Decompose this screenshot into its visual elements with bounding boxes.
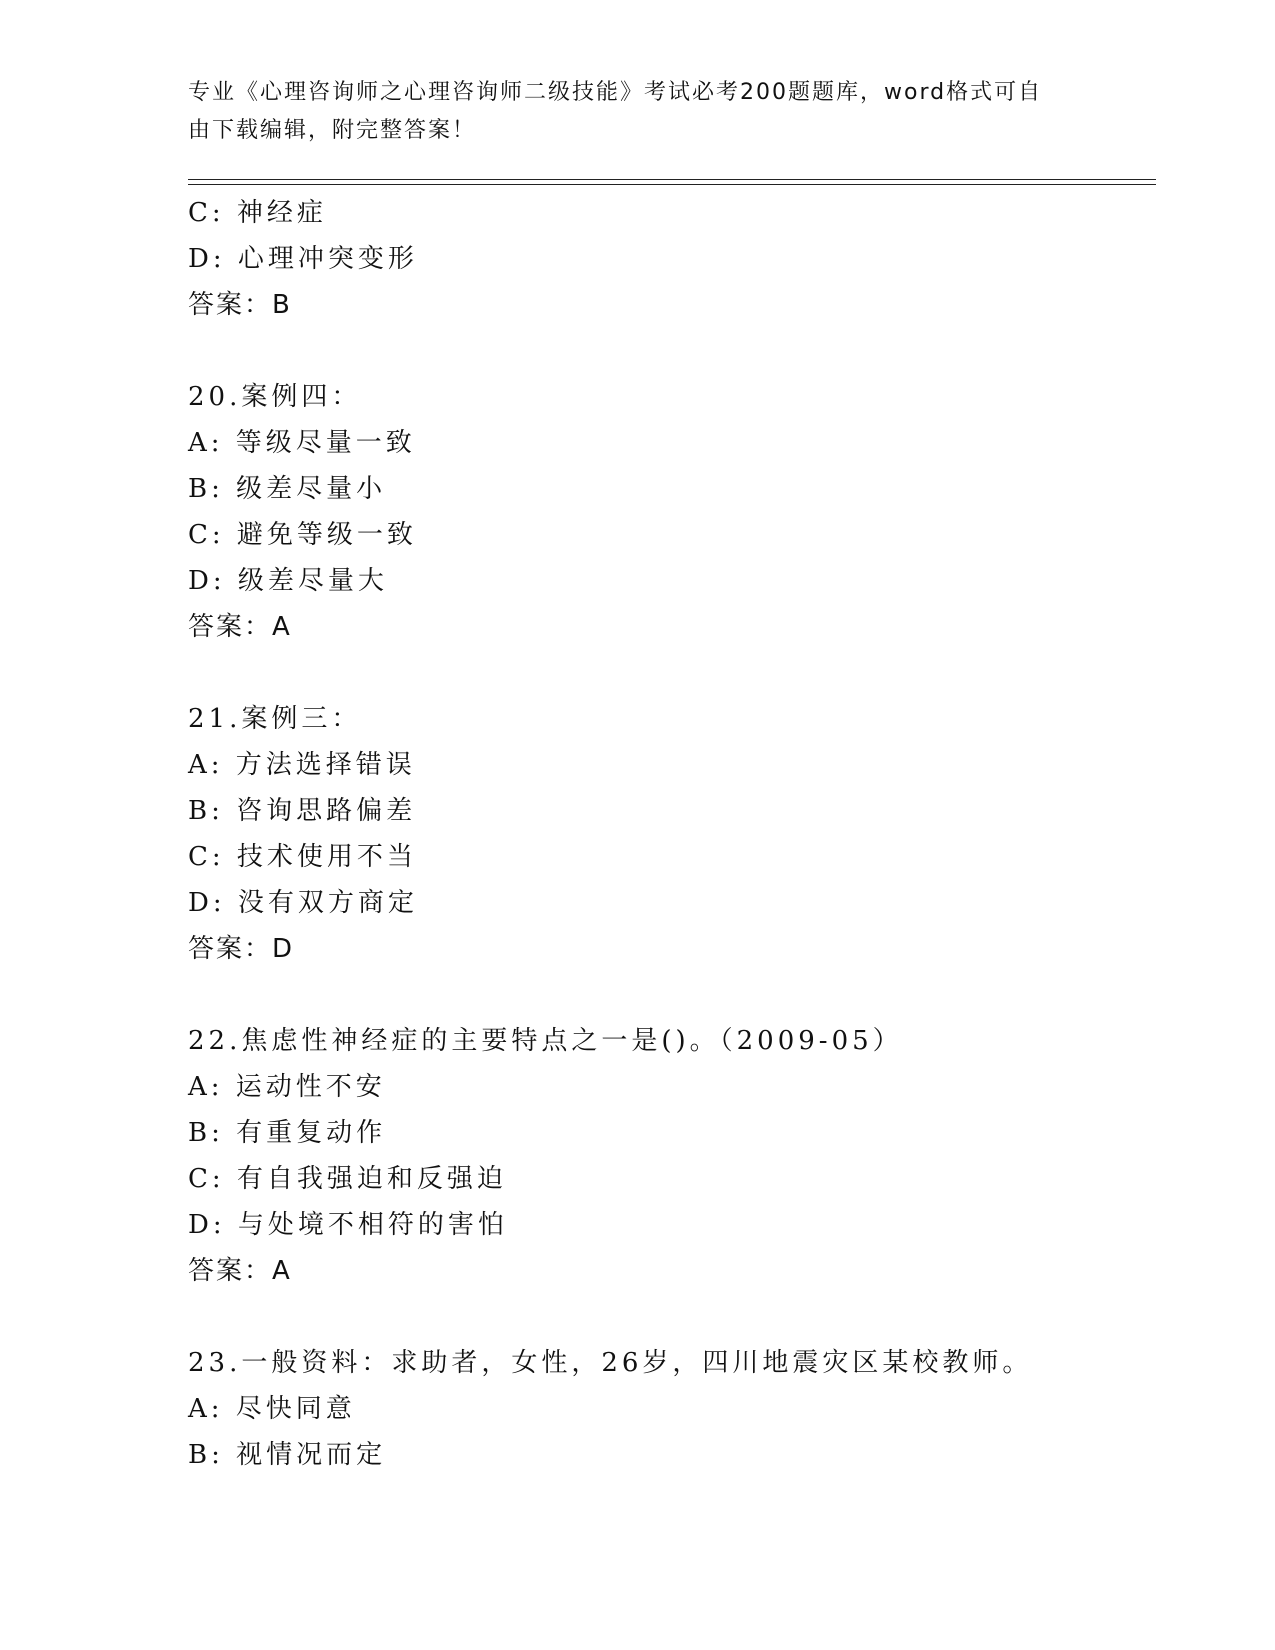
option-b: B: 视情况而定 (188, 1440, 387, 1470)
spacer (188, 650, 1148, 696)
option-a: A: 运动性不安 (188, 1072, 386, 1102)
question-stem: 21.案例三： (188, 704, 362, 734)
header-divider-bottom (188, 184, 1156, 185)
option-a: A: 尽快同意 (188, 1394, 356, 1424)
question-stem: 22.焦虑性神经症的主要特点之一是()。（2009-05） (188, 1026, 903, 1056)
answer: 答案：A (188, 1256, 292, 1286)
option-b: B: 有重复动作 (188, 1118, 387, 1148)
option-c: C: 神经症 (188, 198, 327, 228)
option-a: A: 方法选择错误 (188, 750, 416, 780)
option-d: D: 没有双方商定 (188, 888, 418, 918)
spacer (188, 972, 1148, 1018)
option-a: A: 等级尽量一致 (188, 428, 416, 458)
option-b: B: 级差尽量小 (188, 474, 387, 504)
header-line-2: 由下载编辑，附完整答案！ (188, 118, 477, 143)
option-d: D: 级差尽量大 (188, 566, 388, 596)
spacer (188, 1294, 1148, 1340)
document-header (188, 74, 1068, 150)
option-c: C: 有自我强迫和反强迫 (188, 1164, 507, 1194)
header-line-1: 专业《心理咨询师之心理咨询师二级技能》考试必考200题题库，word格式可自 (188, 80, 1043, 105)
answer: 答案：A (188, 612, 292, 642)
question-list (188, 190, 1148, 1478)
spacer (188, 328, 1148, 374)
question-stem: 20.案例四： (188, 382, 362, 412)
option-d: D: 与处境不相符的害怕 (188, 1210, 508, 1240)
answer: 答案：D (188, 934, 295, 964)
question-stem: 23.一般资料：求助者，女性，26岁，四川地震灾区某校教师。 (188, 1348, 1033, 1378)
answer: 答案：B (188, 290, 292, 320)
option-c: C: 避免等级一致 (188, 520, 417, 550)
option-d: D: 心理冲突变形 (188, 244, 418, 274)
option-c: C: 技术使用不当 (188, 842, 417, 872)
option-b: B: 咨询思路偏差 (188, 796, 417, 826)
header-divider-top (188, 179, 1156, 180)
